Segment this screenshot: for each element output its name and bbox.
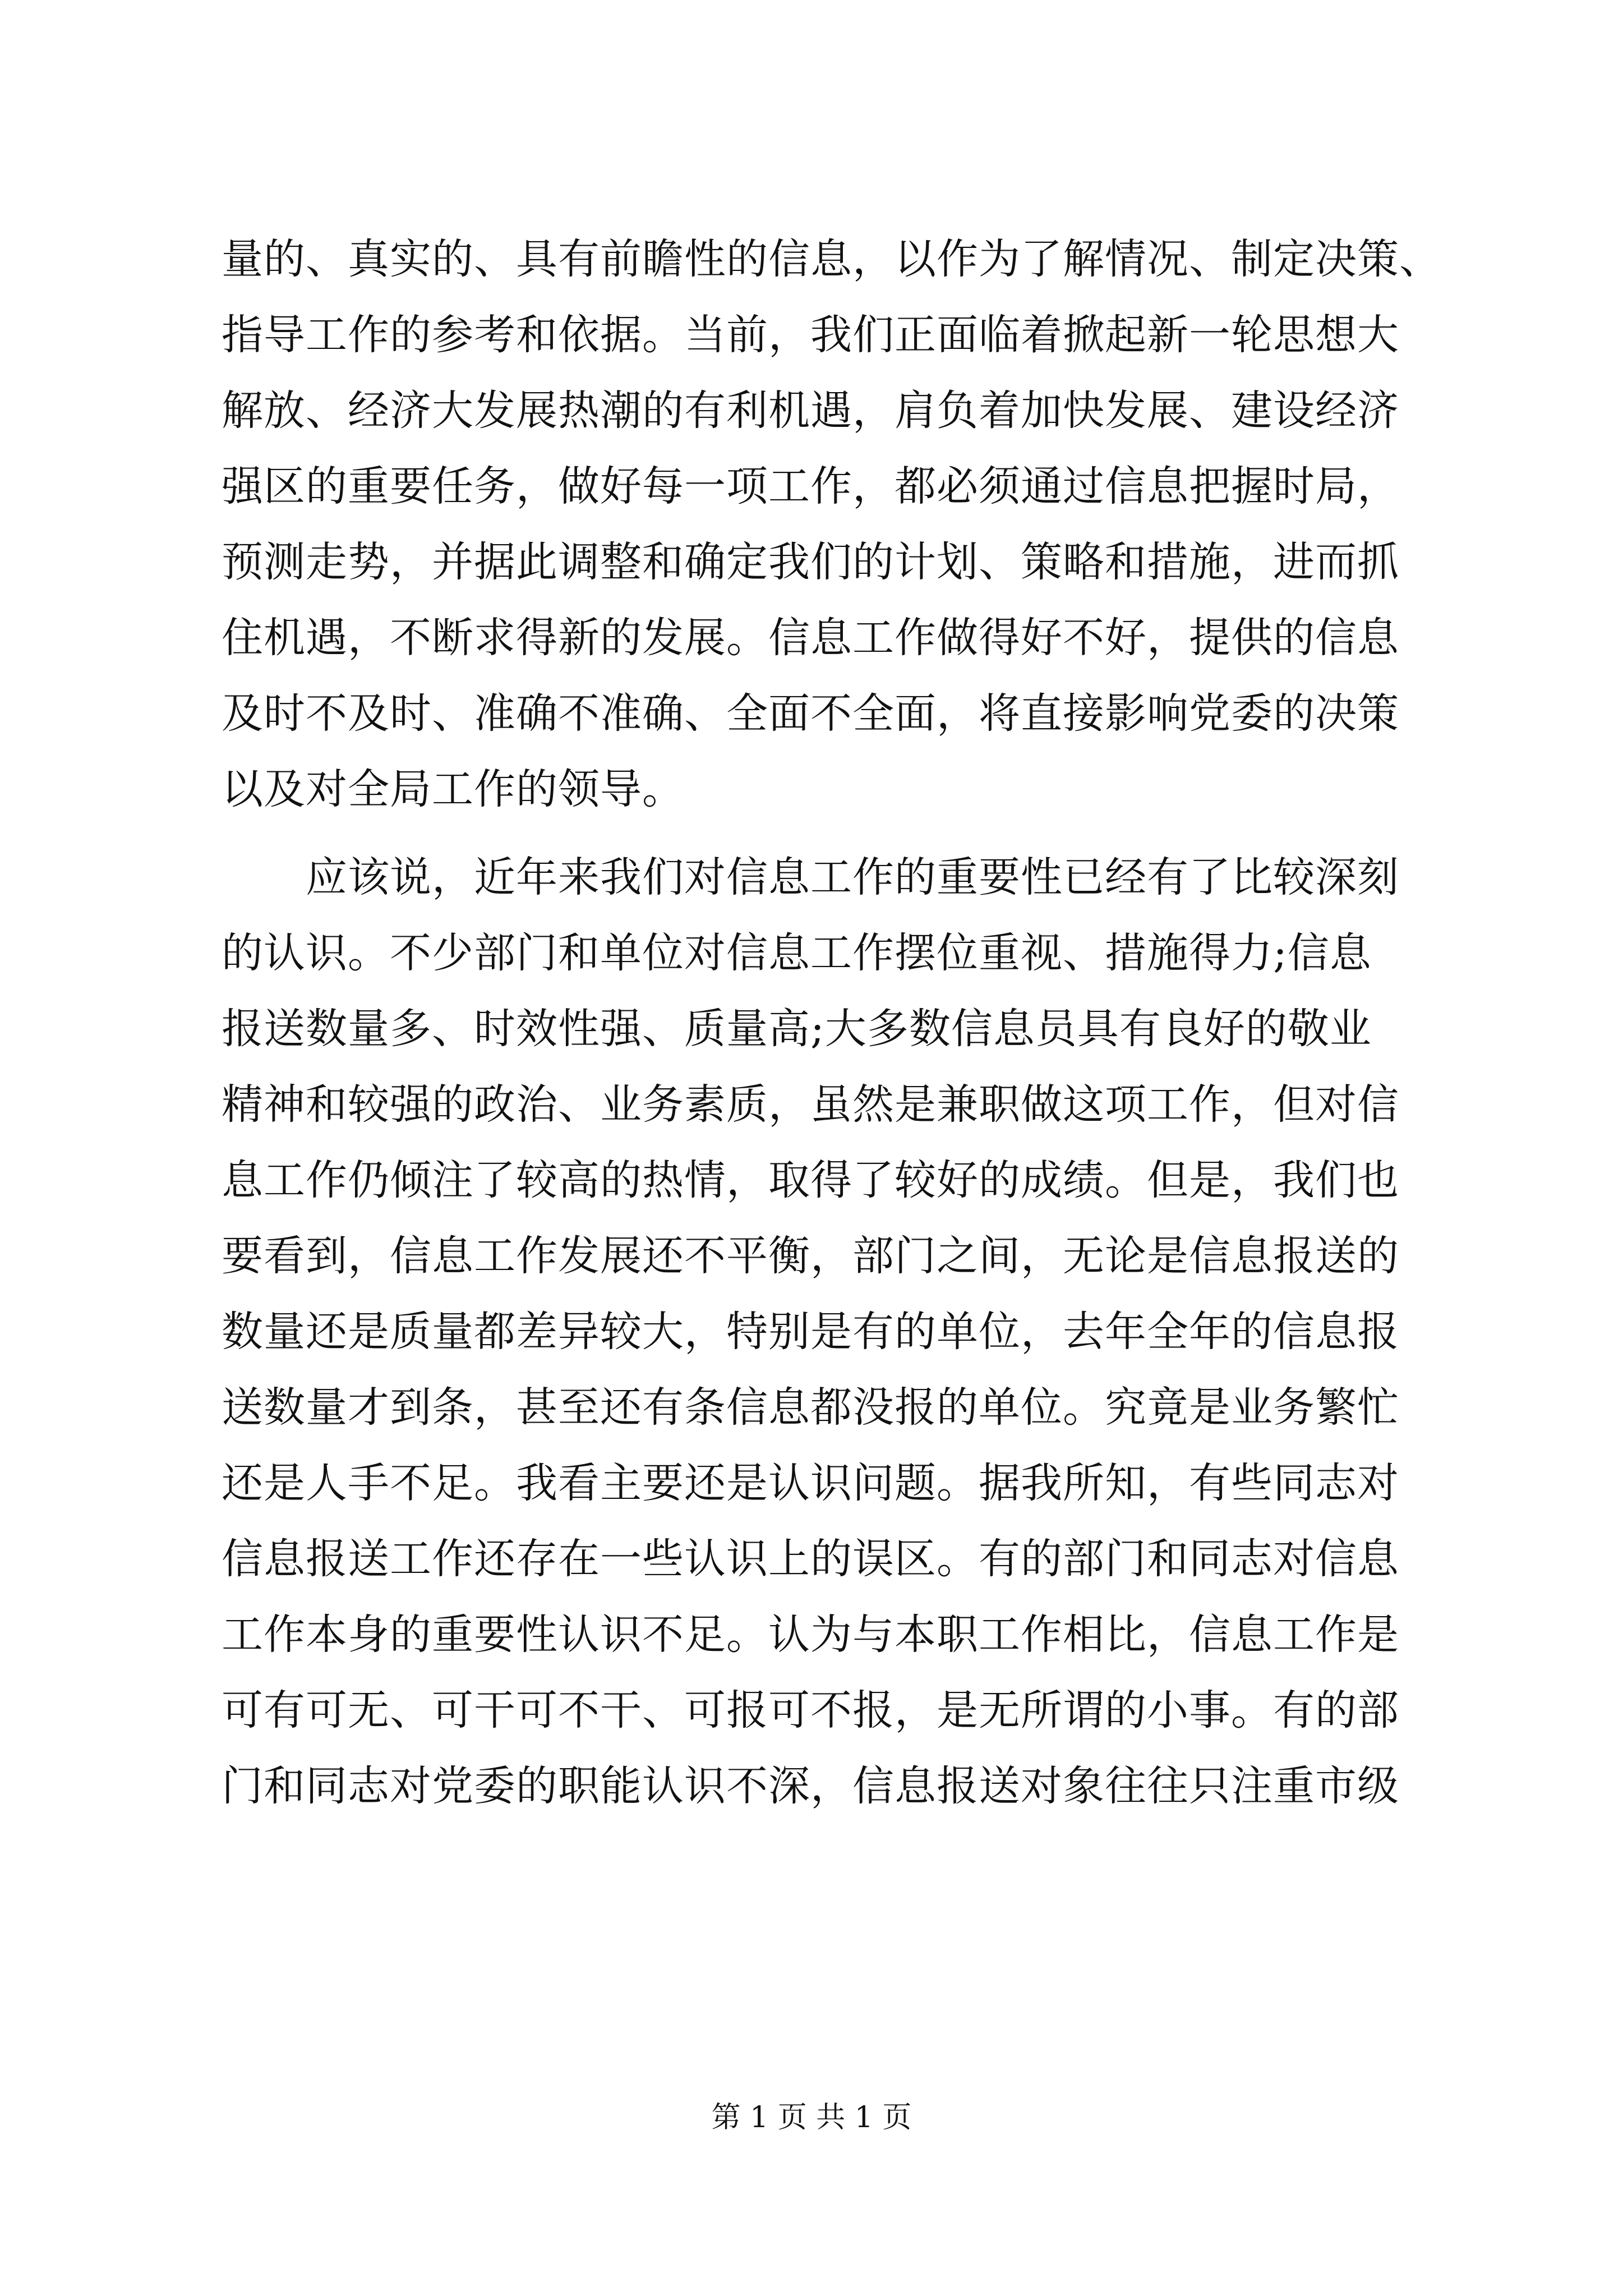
text-line: 送数量才到条，甚至还有条信息都没报的单位。究竟是业务繁忙 xyxy=(222,1383,1399,1432)
text-line: 指导工作的参考和依据。当前，我们正面临着掀起新一轮思想大 xyxy=(222,311,1399,359)
text-line: 以及对全局工作的领导。 xyxy=(222,765,684,813)
text-line: 强区的重要任务，做好每一项工作，都必须通过信息把握时局， xyxy=(222,462,1399,510)
text-line: 门和同志对党委的职能认识不深，信息报送对象往往只注重市级 xyxy=(222,1762,1399,1810)
page-number-label: 第 1 页 共 1 页 xyxy=(711,2101,912,2134)
text-line: 量的、真实的、具有前瞻性的信息，以作为了解情况、制定决策、 xyxy=(222,235,1441,283)
text-line: 要看到，信息工作发展还不平衡，部门之间，无论是信息报送的 xyxy=(222,1232,1399,1280)
text-line: 住机遇，不断求得新的发展。信息工作做得好不好，提供的信息 xyxy=(222,614,1399,662)
text-line: 信息报送工作还存在一些认识上的误区。有的部门和同志对信息 xyxy=(222,1535,1399,1583)
text-line: 报送数量多、时效性强、质量高;大多数信息员具有良好的敬业 xyxy=(222,1005,1372,1053)
text-line: 工作本身的重要性认识不足。认为与本职工作相比，信息工作是 xyxy=(222,1611,1399,1659)
text-line: 可有可无、可干可不干、可报可不报，是无所谓的小事。有的部 xyxy=(222,1686,1399,1734)
text-line: 预测走势，并据此调整和确定我们的计划、策略和措施，进而抓 xyxy=(222,538,1399,586)
text-line: 精神和较强的政治、业务素质，虽然是兼职做这项工作，但对信 xyxy=(222,1080,1399,1129)
text-line: 的认识。不少部门和单位对信息工作摆位重视、措施得力;信息 xyxy=(222,929,1372,977)
text-line: 息工作仍倾注了较高的热情，取得了较好的成绩。但是，我们也 xyxy=(222,1156,1399,1204)
paragraph-1 xyxy=(222,222,1441,827)
text-line: 应该说，近年来我们对信息工作的重要性已经有了比较深刻 xyxy=(306,853,1399,901)
paragraph-gap xyxy=(222,827,1416,840)
text-line: 还是人手不足。我看主要还是认识问题。据我所知，有些同志对 xyxy=(222,1459,1399,1507)
paragraph-2 xyxy=(222,840,1416,1824)
text-line: 数量还是质量都差异较大，特别是有的单位，去年全年的信息报 xyxy=(222,1308,1399,1356)
page-footer xyxy=(0,2098,1623,2137)
text-line: 解放、经济大发展热潮的有利机遇，肩负着加快发展、建设经济 xyxy=(222,386,1399,435)
body-text xyxy=(222,222,1441,1824)
text-line: 及时不及时、准确不准确、全面不全面，将直接影响党委的决策 xyxy=(222,689,1399,738)
